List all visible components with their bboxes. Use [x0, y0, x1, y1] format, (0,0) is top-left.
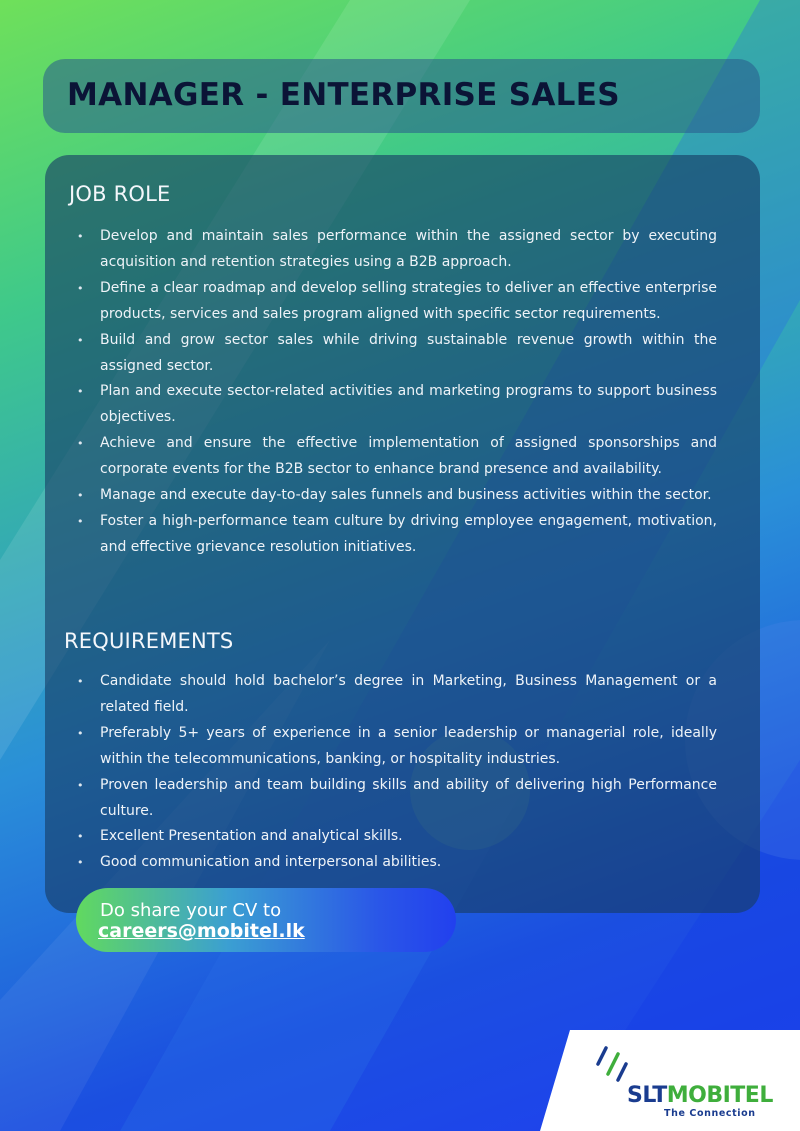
- bullet-icon: •: [77, 726, 84, 740]
- list-item: [75, 431, 717, 483]
- careers-email-link[interactable]: careers@mobitel.lk: [98, 920, 305, 942]
- list-item: [75, 850, 717, 876]
- bullet-icon: •: [77, 778, 84, 792]
- bullet-icon: •: [77, 675, 84, 688]
- list-item-text: Proven leadership and team building skills and ability of delivering high Performance culture.: [100, 776, 717, 819]
- list-item-text: Plan and execute sector-related activities and marketing programs to support business objectives.: [100, 383, 717, 426]
- list-item: [75, 721, 717, 773]
- list-item: [75, 669, 717, 721]
- list-item-text: Define a clear roadmap and develop selling strategies to deliver an effective enterprise products, services and sales program aligned with specific sector requirements.: [100, 279, 717, 322]
- bullet-icon: •: [77, 281, 84, 295]
- list-item-text: Build and grow sector sales while driving sustainable revenue growth within the assigned sector.: [100, 331, 717, 374]
- job-role-heading: JOB ROLE: [69, 182, 171, 206]
- list-item-text: Good communication and interpersonal abilities.: [100, 854, 442, 871]
- list-item: [75, 328, 717, 380]
- list-item-text: Foster a high-performance team culture by driving employee engagement, motivation, and effective grievance resolution initiatives.: [100, 512, 717, 555]
- bullet-icon: •: [77, 856, 84, 870]
- cta-banner: [76, 888, 456, 952]
- list-item: [75, 509, 717, 561]
- list-item: [75, 773, 717, 825]
- bullet-icon: •: [77, 230, 84, 243]
- list-item: [75, 224, 717, 276]
- logo-slt-text: SLT: [627, 1083, 667, 1108]
- requirements-heading: REQUIREMENTS: [64, 629, 234, 653]
- list-item: [75, 483, 717, 509]
- requirements-list: [75, 669, 717, 876]
- list-item: [75, 276, 717, 328]
- bullet-icon: •: [77, 385, 84, 399]
- job-role-list: [75, 224, 717, 561]
- bullet-icon: •: [77, 333, 84, 347]
- list-item-text: Achieve and ensure the effective implementation of assigned sponsorships and corporate events for the B2B sector to enhance brand presence and availability.: [100, 435, 717, 478]
- bullet-icon: •: [77, 489, 84, 503]
- logo-mobitel-text: MOBITEL: [666, 1083, 773, 1108]
- list-item: [75, 824, 717, 850]
- list-item-text: Candidate should hold bachelor’s degree in Marketing, Business Management or a related field.: [100, 673, 717, 715]
- list-item-text: Excellent Presentation and analytical skills.: [100, 828, 403, 845]
- bullet-icon: •: [77, 514, 84, 528]
- bullet-icon: •: [77, 437, 84, 451]
- bullet-icon: •: [77, 830, 84, 844]
- logo-tagline: The Connection: [664, 1108, 756, 1119]
- page-title: MANAGER - ENTERPRISE SALES: [67, 77, 620, 113]
- title-banner: [43, 59, 760, 133]
- list-item-text: Preferably 5+ years of experience in a senior leadership or managerial role, ideally within the telecommunications, banking, or hospitality industries.: [100, 724, 717, 767]
- list-item-text: Manage and execute day-to-day sales funnels and business activities within the sector.: [100, 487, 712, 504]
- cta-text: Do share your CV to: [100, 900, 282, 921]
- content-panel: [45, 155, 760, 913]
- list-item: [75, 379, 717, 431]
- list-item-text: Develop and maintain sales performance within the assigned sector by executing acquisition and retention strategies using a B2B approach.: [100, 228, 717, 270]
